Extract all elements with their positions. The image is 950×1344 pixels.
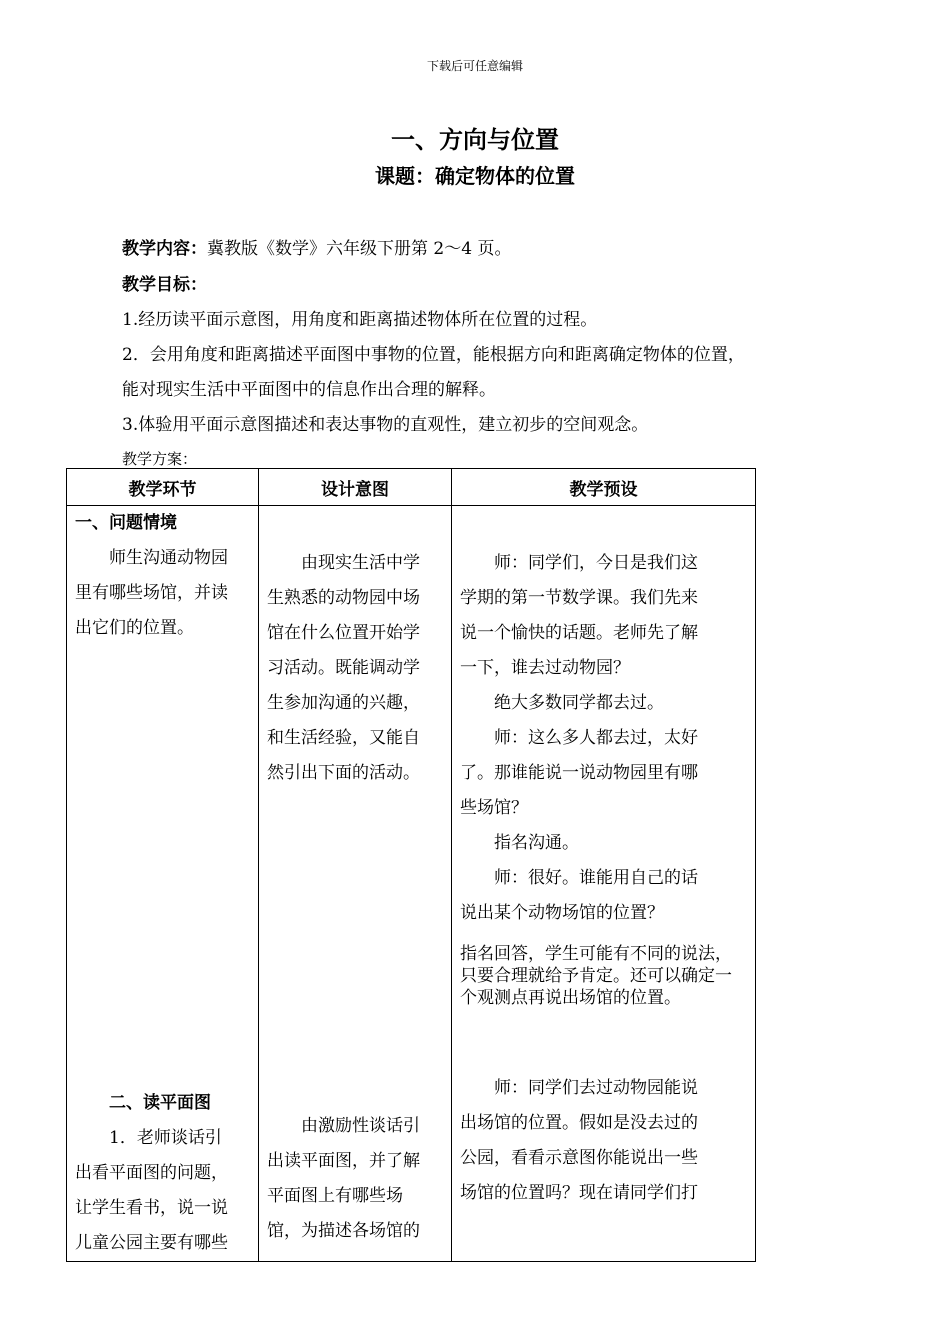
preset-line: 公园，看看示意图你能说出一些 bbox=[460, 1148, 698, 1168]
intent-cell bbox=[259, 506, 452, 1262]
header-note: 下载后可任意编辑 bbox=[426, 59, 523, 73]
intent-line: 然引出下面的活动。 bbox=[267, 763, 420, 783]
header-design-intent: 设计意图 bbox=[259, 469, 452, 506]
teaching-content-label: 教学内容 bbox=[122, 239, 190, 259]
preset-line: 师：同学们，今日是我们这 bbox=[460, 553, 698, 573]
preset-line: 一下，谁去过动物园？ bbox=[460, 658, 630, 678]
preset-line: 师：这么多人都去过，太好 bbox=[460, 728, 698, 748]
goal-item: 3.体验用平面示意图描述和表达事物的直观性，建立初步的空间观念。 bbox=[122, 415, 649, 435]
stage-line: 出它们的位置。 bbox=[75, 618, 194, 638]
preset-line: 说一个愉快的话题。老师先了解 bbox=[460, 623, 698, 643]
preset-note: 指名回答，学生可能有不同的说法，只要合理就给予肯定。还可以确定一个观测点再说出场馆的位置。 bbox=[460, 944, 732, 1008]
stage-line: 出看平面图的问题， bbox=[75, 1163, 228, 1183]
preset-line: 些场馆？ bbox=[460, 798, 528, 818]
intent-line: 出读平面图，并了解 bbox=[267, 1151, 420, 1171]
teaching-content-value: 冀教版《数学》六年级下册第 2～4 页。 bbox=[207, 239, 512, 259]
intent-line: 平面图上有哪些场 bbox=[267, 1186, 403, 1206]
teaching-goals-label: 教学目标 bbox=[122, 275, 190, 295]
preset-cell bbox=[452, 506, 756, 1262]
goal-item: 2．会用角度和距离描述平面图中事物的位置，能根据方向和距离确定物体的位置， bbox=[122, 345, 745, 365]
stage-line: 让学生看书，说一说 bbox=[75, 1198, 228, 1218]
goal-item: 能对现实生活中平面图中的信息作出合理的解释。 bbox=[122, 380, 496, 400]
intent-line: 和生活经验，又能自 bbox=[267, 728, 420, 748]
stage-line: 儿童公园主要有哪些 bbox=[75, 1233, 228, 1253]
stage-line: 1．老师谈话引 bbox=[75, 1128, 222, 1148]
section2-heading: 二、读平面图 bbox=[75, 1093, 211, 1113]
stage-line: 里有哪些场馆，并读 bbox=[75, 583, 228, 603]
section1-heading: 一、问题情境 bbox=[75, 513, 177, 533]
stage-line: 师生沟通动物园 bbox=[75, 548, 228, 568]
intent-line: 馆，为描述各场馆的 bbox=[267, 1221, 420, 1241]
intent-line: 由现实生活中学 bbox=[267, 553, 420, 573]
teaching-content-sep: ： bbox=[190, 239, 207, 259]
preset-line: 师：同学们去过动物园能说 bbox=[460, 1078, 698, 1098]
preset-line: 了。那谁能说一说动物园里有哪 bbox=[460, 763, 698, 783]
teaching-content bbox=[122, 234, 511, 259]
table-row bbox=[67, 506, 756, 1262]
lesson-plan-table bbox=[66, 468, 756, 1262]
intent-line: 习活动。既能调动学 bbox=[267, 658, 420, 678]
preset-line: 说出某个动物场馆的位置？ bbox=[460, 903, 664, 923]
preset-line: 出场馆的位置。假如是没去过的 bbox=[460, 1113, 698, 1133]
header-teaching-preset: 教学预设 bbox=[452, 469, 756, 506]
preset-line: 绝大多数同学都去过。 bbox=[460, 693, 664, 713]
preset-line: 学期的第一节数学课。我们先来 bbox=[460, 588, 698, 608]
goal-item: 1.经历读平面示意图，用角度和距离描述物体所在位置的过程。 bbox=[122, 310, 598, 330]
preset-line: 指名沟通。 bbox=[460, 833, 579, 853]
stage-cell bbox=[67, 506, 259, 1262]
intent-line: 生熟悉的动物园中场 bbox=[267, 588, 420, 608]
header-teaching-stage: 教学环节 bbox=[67, 469, 259, 506]
table-header-row bbox=[67, 469, 756, 506]
preset-line: 场馆的位置吗？现在请同学们打 bbox=[460, 1183, 698, 1203]
intent-line: 由激励性谈话引 bbox=[267, 1116, 420, 1136]
lesson-subtitle: 课题：确定物体的位置 bbox=[375, 164, 575, 188]
intent-line: 生参加沟通的兴趣， bbox=[267, 693, 420, 713]
intent-line: 馆在什么位置开始学 bbox=[267, 623, 420, 643]
teaching-goals-sep: ： bbox=[190, 275, 207, 295]
preset-line: 师：很好。谁能用自己的话 bbox=[460, 868, 698, 888]
document-title: 一、方向与位置 bbox=[391, 125, 559, 154]
plan-label: 教学方案： bbox=[122, 450, 198, 468]
teaching-goals-heading bbox=[122, 270, 207, 295]
